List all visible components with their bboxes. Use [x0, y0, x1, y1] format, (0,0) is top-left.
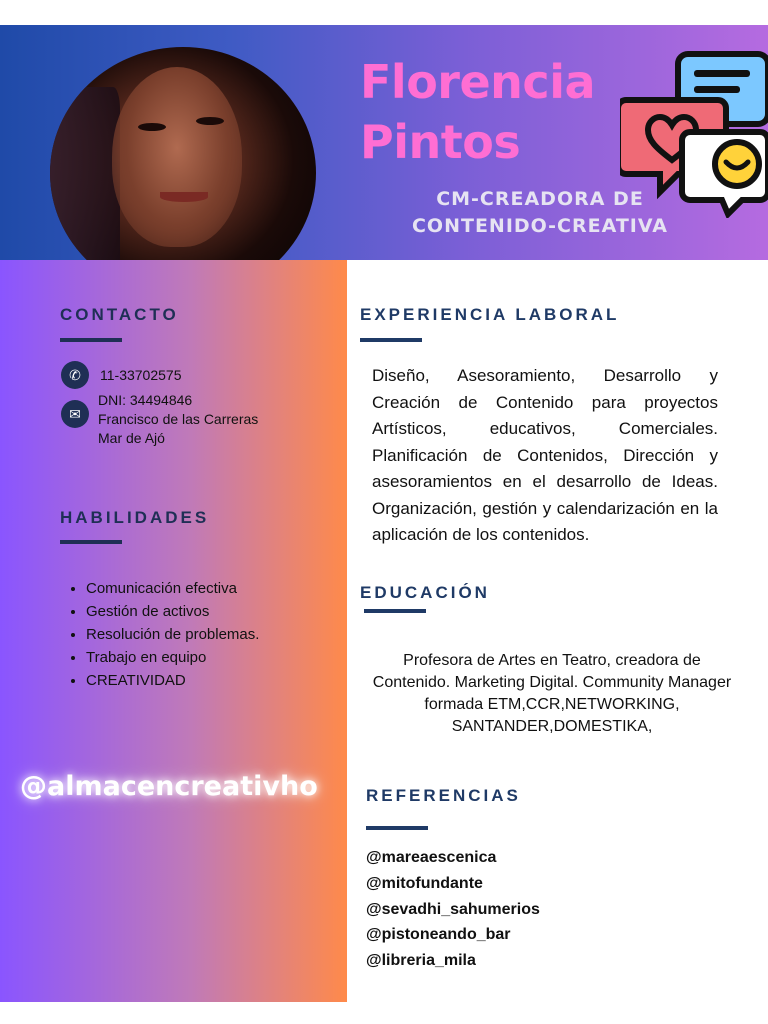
education-heading-underline: [364, 609, 426, 613]
skill-item: • Comunicación efectiva: [86, 577, 259, 600]
reference-item: @mitofundante: [366, 874, 483, 892]
skill-item: • CREATIVIDAD: [86, 669, 259, 692]
skill-item: • Resolución de problemas.: [86, 623, 259, 646]
experience-heading-underline: [360, 338, 422, 342]
phone-icon: ✆: [61, 361, 89, 389]
social-handle: @almacencreativho: [20, 771, 318, 802]
role-line-1: CM-CREADORA DE: [436, 188, 644, 210]
photo-face: [112, 67, 242, 247]
contact-heading: CONTACTO: [60, 305, 179, 324]
skill-item: • Gestión de activos: [86, 600, 259, 623]
references-heading-underline: [366, 826, 428, 830]
education-heading: EDUCACIÓN: [360, 583, 490, 602]
job-role: [360, 186, 720, 240]
contact-dni: DNI: 34494846: [98, 392, 193, 408]
reference-item: @mareaescenica: [366, 849, 497, 866]
name-last: Pintos: [360, 115, 521, 169]
references-list: [366, 845, 540, 974]
contact-heading-underline: [60, 338, 122, 342]
references-heading: REFERENCIAS: [366, 786, 521, 805]
contact-address-city: Mar de Ajó: [98, 430, 165, 446]
skills-heading: HABILIDADES: [60, 508, 210, 527]
skills-heading-underline: [60, 540, 122, 544]
reference-item: @pistoneando_bar: [366, 926, 511, 944]
reference-item: @libreria_mila: [366, 952, 476, 970]
photo-eye-left: [138, 123, 166, 131]
experience-heading: EXPERIENCIA LABORAL: [360, 305, 620, 324]
name-first: Florencia: [360, 55, 596, 109]
role-line-2: CONTENIDO-CREATIVA: [411, 215, 668, 237]
photo-mouth: [160, 192, 208, 202]
mail-icon: ✉: [61, 400, 89, 428]
photo-eye-right: [196, 117, 224, 125]
skill-item: • Trabajo en equipo: [86, 646, 259, 669]
education-text: Profesora de Artes en Teatro, creadora de Contenido. Marketing Digital. Community Manager formada ETM,CCR,NETWORKING, SANTANDER,DOMESTIKA,: [372, 652, 732, 735]
contact-phone: 11-33702575: [100, 367, 182, 383]
skills-list: [68, 577, 259, 692]
experience-text: Diseño, Asesoramiento, Desarrollo y Creación de Contenido para proyectos Artísticos, educativos, Comerciales. Planificación de Contenidos, Dirección y asesoramientos en el desarrollo de Ideas. Organización, gestión y calendarización en la aplicación de los contenidos.: [372, 366, 718, 544]
reference-item: @sevadhi_sahumerios: [366, 900, 540, 918]
contact-address-street: Francisco de las Carreras: [98, 411, 259, 427]
person-name: [360, 52, 630, 172]
